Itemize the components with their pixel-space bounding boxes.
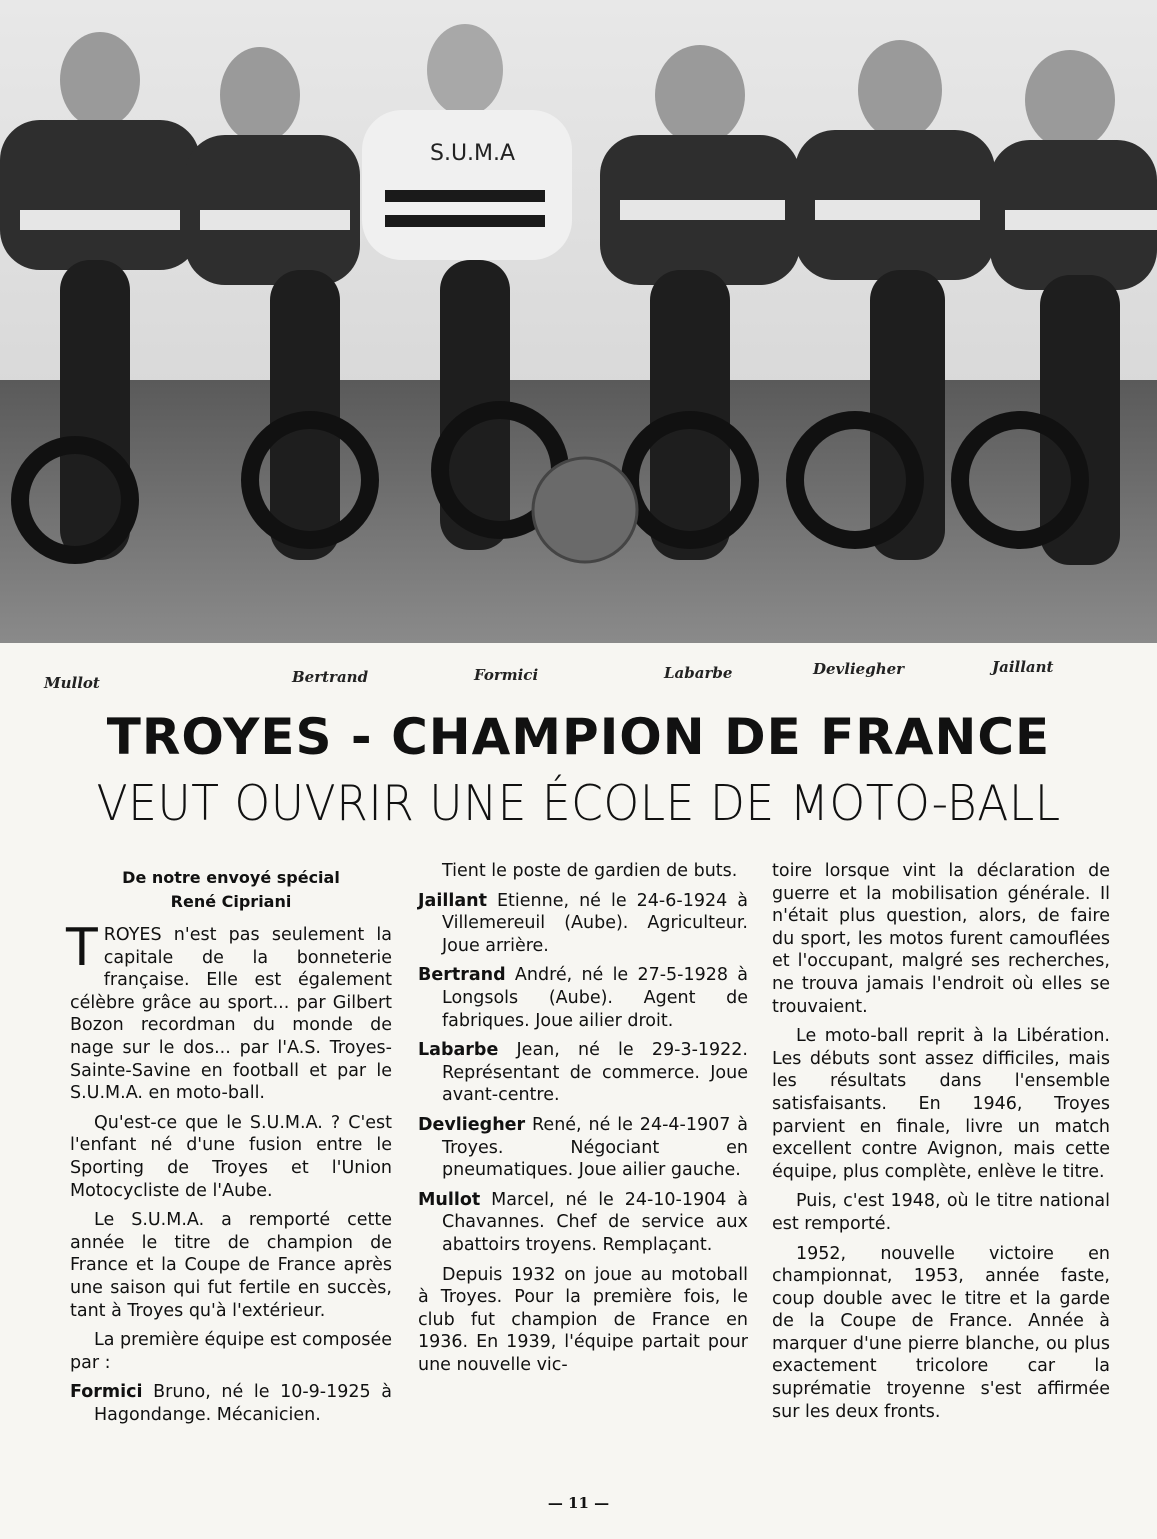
paragraph: Puis, c'est 1948, où le titre national est remporté. [772,1191,1110,1234]
player-name: Devliegher [418,1114,526,1135]
player-name: Mullot [418,1189,481,1210]
paragraph: toire lorsque vint la déclaration de guerre et la mobilisation générale. Il n'était plus question, alors, de faire du sport, les motos furent camouflées et l'occupant, malgré ses recherches, ne trouva jamais l'endroit où elles se trouvaient. [772,861,1110,1017]
headline: TROYES - CHAMPION DE FRANCE [106,708,1051,766]
paragraph: 1952, nouvelle victoire en championnat, 1953, année faste, coup double avec le titre et la garde de la Coupe de France. Année à marquer d'une pierre blanche, ou plus exactement tricolore car la suprématie troyenne s'est affirmée sur les deux fronts. [772,1243,1110,1422]
player-details: André, né le 27-5-1928 à Longsols (Aube). Agent de fabriques. Joue ailier droit. [442,965,748,1031]
player-entry [418,1189,748,1257]
article-column-2 [418,860,748,1383]
photo-captions [0,660,1157,690]
byline-author: René Cipriani [170,892,292,911]
caption-1: Mullot [44,674,100,692]
caption-6: Jaillant [992,658,1054,676]
paragraph: Le S.U.M.A. a remporté cette année le titre de champion de France et la Coupe de France après une saison qui fut fertile en succès, tant à Troyes qu'à l'extérieur. [70,1210,392,1321]
paragraph: La première équipe est composée par : [70,1330,392,1373]
player-name: Jaillant [418,890,487,911]
drop-cap: T [66,918,98,978]
paragraph: Le moto-ball reprit à la Libération. Les débuts sont assez difficiles, mais les résultats dans l'ensemble satisfaisants. En 1946, Troyes parvient en finale, livre un match excellent contre Avignon, mais cette équipe, plus complète, enlève le titre. [772,1026,1110,1182]
player-name: Labarbe [418,1040,499,1061]
team-photo [0,0,1157,643]
player-details: Jean, né le 29-3-1922. Représentant de commerce. Joue avant-centre. [442,1040,748,1106]
player-name: Formici [70,1382,143,1403]
jersey-text: S.U.M.A [430,141,516,166]
player-details: René, né le 24-4-1907 à Troyes. Négociant en pneumatiques. Joue ailier gauche. [442,1114,748,1181]
paragraph [66,918,392,1105]
player-entry [418,964,748,1032]
caption-2: Bertrand [292,668,369,686]
caption-4: Labarbe [664,664,733,682]
caption-3: Formici [474,666,539,684]
player-entry [418,1039,748,1107]
player-details: Marcel, né le 24-10-1904 à Chavannes. Chef de service aux abattoirs troyens. Remplaçant. [442,1189,748,1255]
ball [533,458,637,562]
paragraph-text: ROYES n'est pas seulement la capitale de la bonneterie française. Elle est également célèbre grâce au sport... par Gilbert Bozon recordman du monde de nage sur le dos... par l'A.S. Troyes-Sainte-Savine en football et par le S.U.M.A. en moto-ball. [70,925,392,1104]
byline [70,866,392,914]
player-details: Bruno, né le 10-9-1925 à Hagondange. Mécanicien. [94,1382,392,1425]
player-entry [70,1381,392,1426]
paragraph: Depuis 1932 on joue au motoball à Troyes. Pour la première fois, le club fut champion de France en 1936. En 1939, l'équipe partait pour une nouvelle vic- [418,1264,748,1375]
player-entry [418,1114,748,1182]
player-entry [418,890,748,958]
player-details: Etienne, né le 24-6-1924 à Villemereuil (Aube). Agriculteur. Joue arrière. [442,890,748,956]
paragraph: Qu'est-ce que le S.U.M.A. ? C'est l'enfant né d'une fusion entre le Sporting de Troyes et l'Union Motocycliste de l'Aube. [70,1112,392,1201]
byline-line-1: De notre envoyé spécial [122,868,340,887]
player-name: Bertrand [418,965,506,986]
article-column-1 [66,860,392,1433]
article-column-3 [772,860,1110,1430]
caption-5: Devliegher [813,660,905,678]
paragraph: Tient le poste de gardien de buts. [442,861,738,881]
page-number: — 11 — [547,1494,610,1512]
subheadline: VEUT OUVRIR UNE ÉCOLE DE MOTO-BALL [96,775,1061,832]
